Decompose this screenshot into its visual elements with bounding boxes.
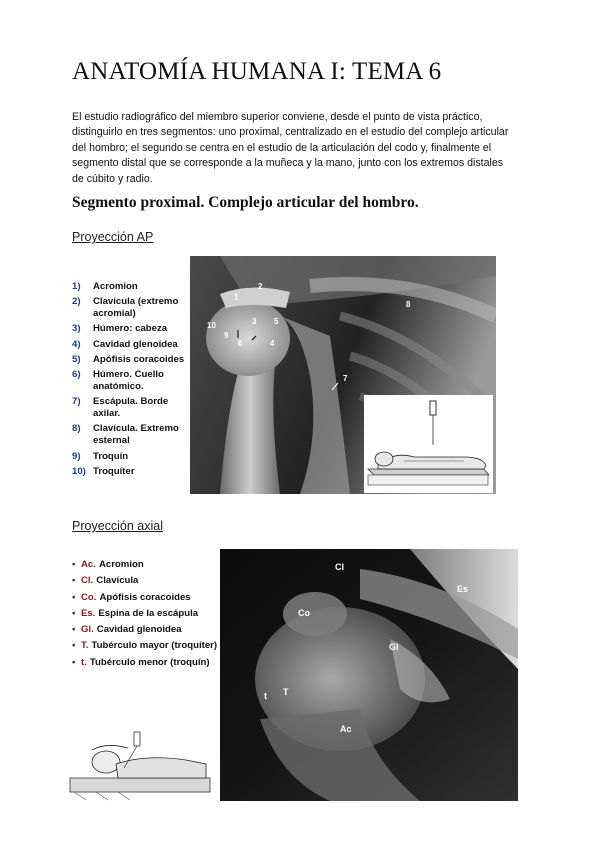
ap-marker-10: 10 bbox=[207, 321, 216, 330]
ap-legend-number: 2) bbox=[72, 296, 81, 308]
ap-legend bbox=[72, 281, 190, 481]
ap-legend-label: Clavícula (extremo acromial) bbox=[93, 296, 179, 320]
ap-legend-item bbox=[72, 323, 190, 335]
axial-marker-t-small: t bbox=[264, 691, 267, 701]
ap-sketch-graphic bbox=[364, 395, 493, 493]
ap-legend-label: Apófisis coracoides bbox=[93, 353, 185, 365]
axial-legend-abbr: t. bbox=[81, 656, 87, 668]
axial-legend-abbr: T. bbox=[81, 640, 89, 652]
axial-legend-label: Tubérculo menor (troquín) bbox=[89, 656, 210, 668]
axial-marker-t-big: T bbox=[283, 687, 289, 697]
axial-legend-label: Acromion bbox=[98, 559, 144, 570]
bullet-icon: ▪ bbox=[72, 624, 76, 636]
section-title: Segmento proximal. Complejo articular del hombro. bbox=[72, 194, 419, 211]
axial-legend-label: Apófisis coracoides bbox=[99, 591, 191, 603]
ap-marker-9: 9 bbox=[224, 331, 229, 340]
axial-legend-label: Cavidad glenoidea bbox=[96, 624, 182, 636]
axial-legend-abbr: Es. bbox=[81, 607, 96, 619]
ap-heading: Proyección AP bbox=[72, 230, 154, 244]
axial-legend-label: Clavícula bbox=[96, 575, 139, 587]
axial-xray-graphic bbox=[220, 549, 518, 801]
ap-legend-item bbox=[72, 296, 190, 320]
ap-positioning-sketch bbox=[364, 395, 493, 493]
bullet-icon: ▪ bbox=[72, 575, 76, 587]
ap-legend-item bbox=[72, 396, 190, 420]
axial-legend-item bbox=[72, 608, 222, 620]
ap-legend-number: 6) bbox=[72, 368, 81, 380]
ap-legend-item bbox=[72, 281, 190, 293]
ap-marker-4: 4 bbox=[270, 339, 275, 348]
ap-legend-number: 5) bbox=[72, 353, 81, 365]
bullet-icon: ▪ bbox=[72, 559, 76, 570]
bullet-icon: ▪ bbox=[72, 607, 76, 619]
ap-legend-label: Troquín bbox=[93, 450, 129, 462]
bullet-icon: ▪ bbox=[72, 656, 76, 668]
ap-legend-label: Acromion bbox=[93, 281, 138, 292]
intro-paragraph: El estudio radiográfico del miembro superior conviene, desde el punto de vista práctico, distinguirlo en tres segmentos: uno proximal, centralizado en el estudio del complejo articular del hombro; el segundo se centra en el estudio de la articulación del codo y, finalmente el segmento distal que se corresponde a la muñeca y la mano, junto con los extremos distales de cúbito y radio. bbox=[72, 111, 509, 185]
axial-marker-es: Es bbox=[457, 584, 469, 594]
ap-marker-8: 8 bbox=[406, 300, 411, 309]
ap-legend-number: 9) bbox=[72, 450, 81, 462]
axial-positioning-sketch bbox=[66, 728, 214, 801]
ap-legend-number: 8) bbox=[72, 423, 81, 435]
ap-legend-item bbox=[72, 339, 190, 351]
axial-xray-image bbox=[220, 549, 518, 801]
axial-sketch-graphic bbox=[66, 728, 214, 801]
axial-legend-label: Espina de la escápula bbox=[98, 607, 199, 619]
axial-marker-ac: Ac bbox=[340, 724, 352, 734]
ap-legend-label: Húmero. Cuello anatómico. bbox=[93, 368, 164, 392]
ap-marker-6: 6 bbox=[238, 339, 243, 348]
ap-legend-item bbox=[72, 423, 190, 447]
ap-legend-label: Húmero: cabeza bbox=[93, 323, 168, 335]
axial-marker-co: Co bbox=[298, 608, 310, 618]
axial-legend-item bbox=[72, 559, 222, 571]
page-title: ANATOMÍA HUMANA I: TEMA 6 bbox=[72, 58, 442, 85]
bullet-icon: ▪ bbox=[72, 591, 76, 603]
ap-marker-1: 1 bbox=[234, 293, 239, 302]
ap-legend-item bbox=[72, 369, 190, 393]
axial-marker-gl: Gl bbox=[389, 642, 399, 652]
axial-legend-abbr: Ac. bbox=[81, 559, 96, 570]
ap-legend-label: Cavidad glenoidea bbox=[93, 338, 178, 350]
axial-legend bbox=[72, 559, 222, 673]
ap-legend-item bbox=[72, 451, 190, 463]
axial-legend-label: Tubérculo mayor (troquíter) bbox=[91, 640, 218, 652]
ap-legend-item bbox=[72, 466, 190, 478]
axial-heading: Proyección axial bbox=[72, 519, 164, 533]
ap-legend-number: 10) bbox=[72, 465, 86, 477]
axial-legend-item bbox=[72, 657, 222, 669]
axial-legend-abbr: Cl. bbox=[81, 575, 94, 587]
ap-marker-5: 5 bbox=[274, 317, 279, 326]
ap-legend-item bbox=[72, 354, 190, 366]
axial-legend-abbr: Co. bbox=[81, 591, 97, 603]
axial-legend-item bbox=[72, 592, 222, 604]
ap-marker-3: 3 bbox=[252, 317, 257, 326]
ap-legend-number: 7) bbox=[72, 396, 81, 408]
ap-legend-number: 3) bbox=[72, 323, 81, 335]
ap-legend-number: 1) bbox=[72, 281, 81, 292]
bullet-icon: ▪ bbox=[72, 640, 76, 652]
ap-marker-2: 2 bbox=[258, 282, 263, 291]
ap-legend-label: Escápula. Borde axilar. bbox=[93, 396, 169, 420]
axial-legend-item bbox=[72, 640, 222, 652]
ap-legend-label: Clavícula. Extremo esternal bbox=[93, 423, 179, 447]
ap-legend-label: Troquíter bbox=[93, 465, 135, 477]
axial-marker-cl: Cl bbox=[335, 562, 344, 572]
ap-legend-number: 4) bbox=[72, 338, 81, 350]
axial-legend-item bbox=[72, 624, 222, 636]
axial-legend-item bbox=[72, 575, 222, 587]
axial-legend-abbr: Gl. bbox=[81, 624, 94, 636]
ap-marker-7: 7 bbox=[343, 374, 348, 383]
